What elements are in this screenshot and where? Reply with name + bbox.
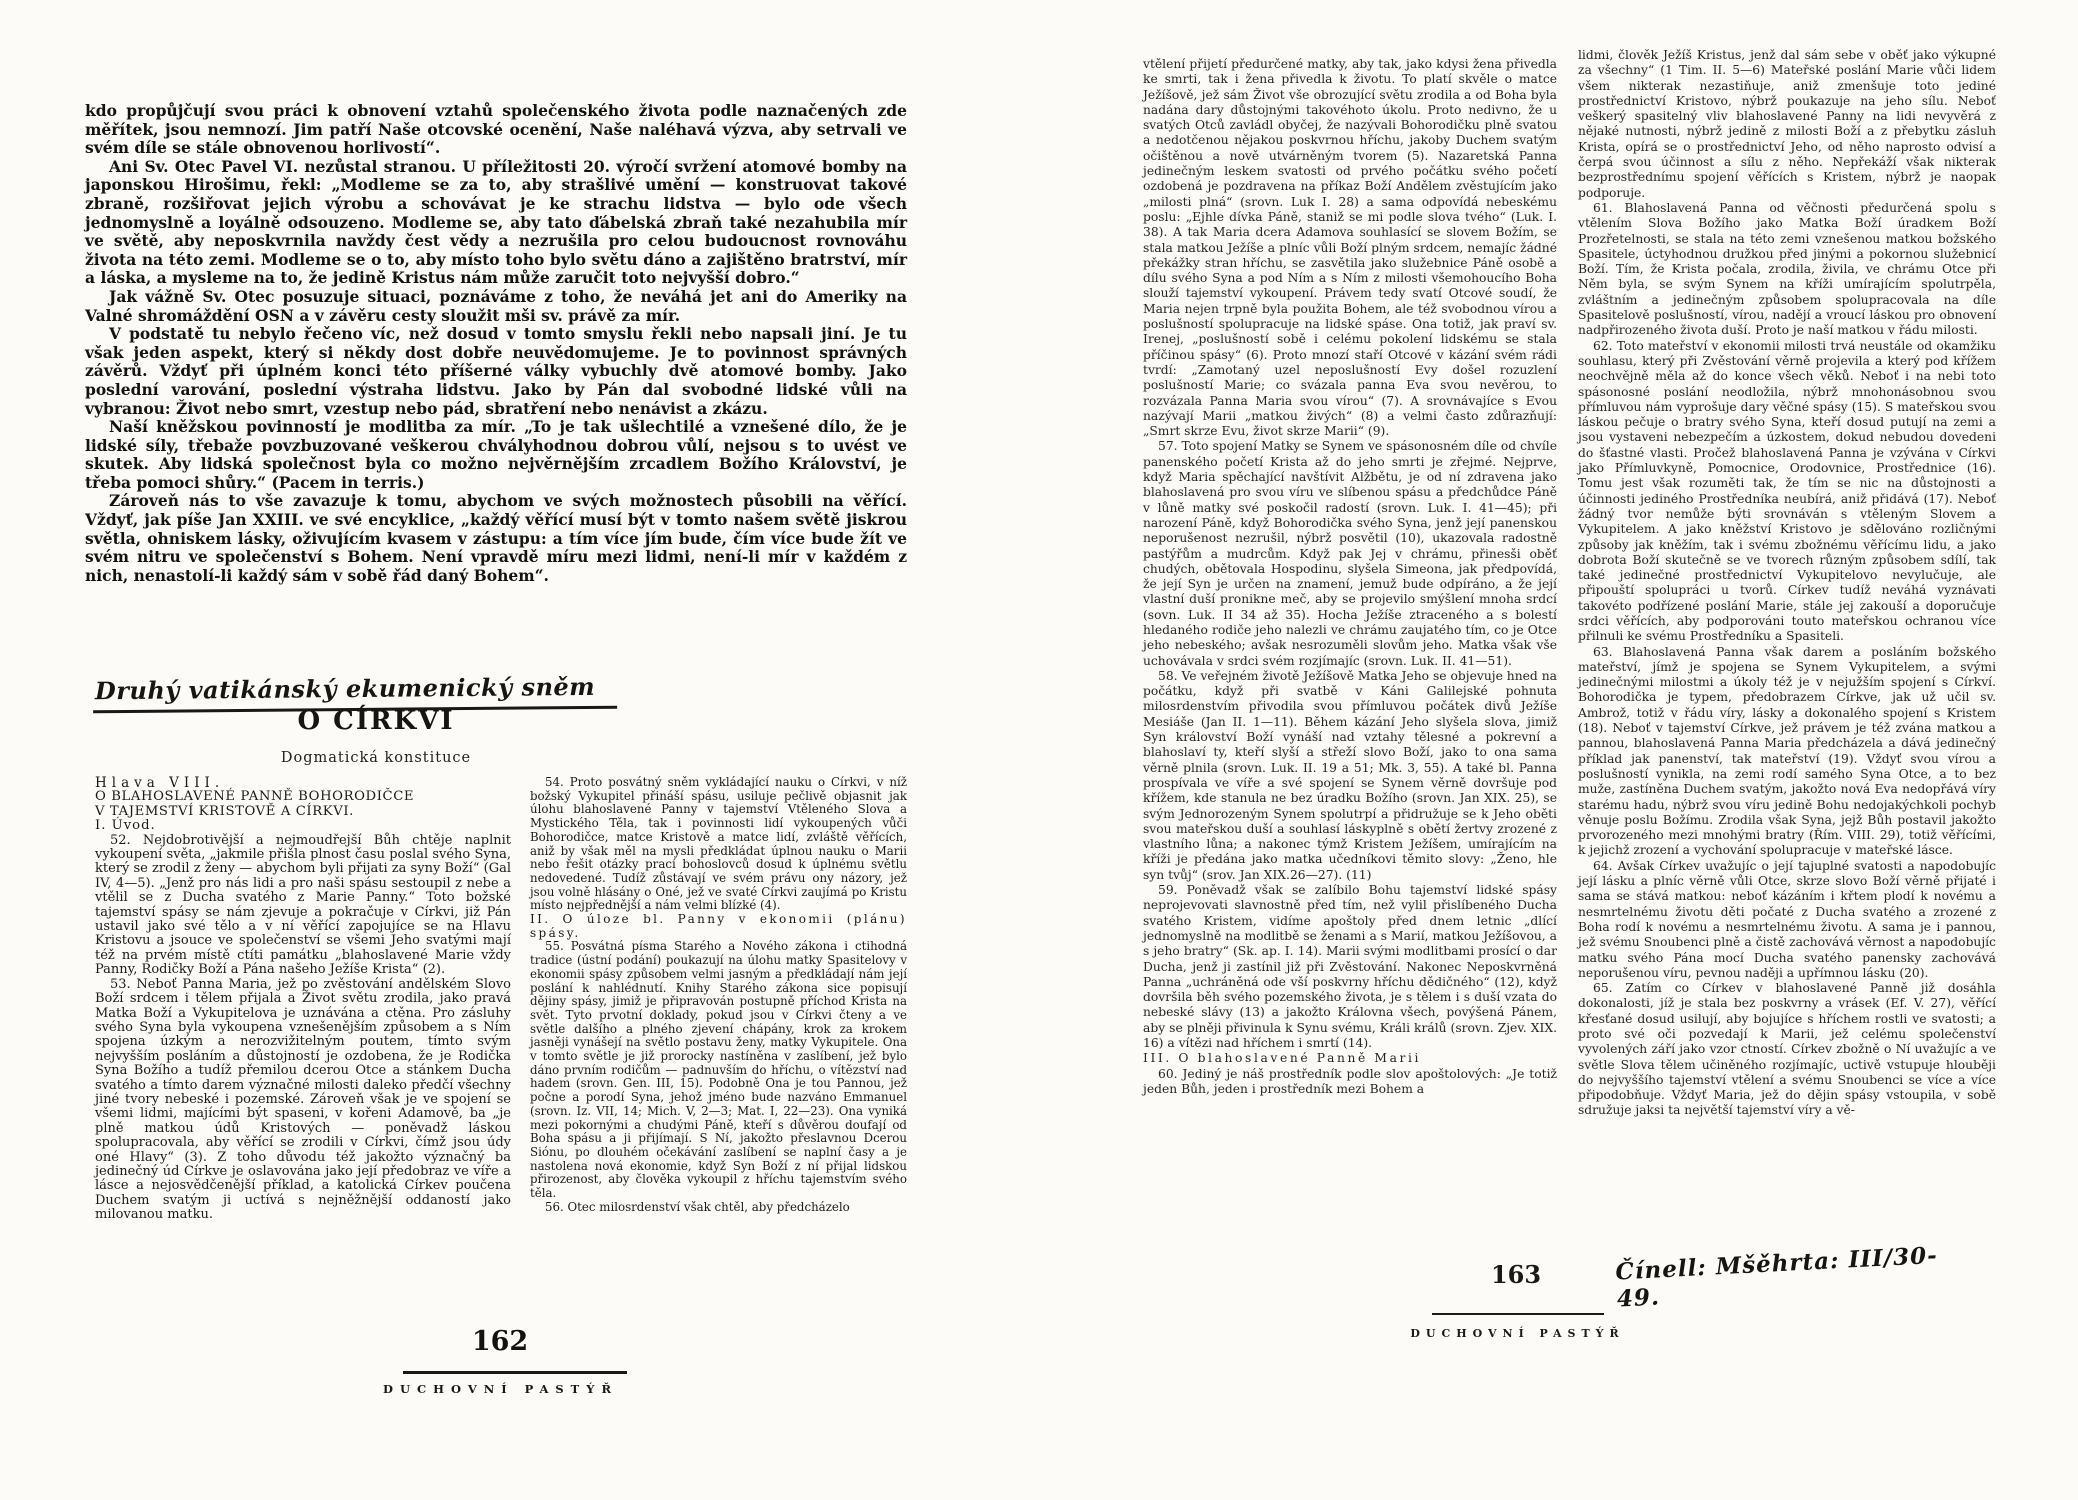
chapter-title-line2: V TAJEMSTVÍ KRISTOVĚ A CÍRKVI. [95,803,354,819]
paragraph-56-continued: vtělení přijetí předurčené matky, aby tak, jako kdysi žena přivedla ke smrti, tak i žena přivedla k životu. To platí skvěle o matce Ježíšově, jež sám Život vše obrozující světu zrodila a od Boha byla nadána dary důstojnými takovéhoto úkolu. Proto nedivno, že u svatých Otců zavládl obyčej, že nazývali Bohorodičku plně svatou a nedotčenou nějakou poskvrnou hříchu, jakoby Duchem svatým očištěnou a nově utvárněným tvorem (5). Nazaretská Panna jedinečným leskem svatosti od prvého počátku svého početí ozdobená je pozdravena na příkaz Boží Andělem zvěstujícím jako „milosti plná“ (srovn. Luk I. 28) a sama odpovídá nebeskému poslu: „Ejhle dívka Páně, staniž se mi podle slova tvého“ (Luk. I. 38). A tak Maria dcera Adamova souhlasící se slovem Božím, se stala matkou Ježíše a plníc vůli Boží plným srdcem, nemajíc žádné překážky stran hříchu, se zasvětila jako služebnice Páně osobě a dílu svého Syna a pod Ním a s Ním z milosti všemohoucího Boha slouží tajemství vykoupení. Právem tedy svatí Otcové soudí, že Maria nejen trpně byla použita Bohem, ale též svobodnou vírou a poslušností spolupracuje na lidské spáse. Ona totiž, jak praví sv. Irenej, „poslušností sobě i celému pokolení lidskému se stala příčinou spásy“ (6). Proto mnozí staří Otcové v kázání svém rádi tvrdí: „Zamotaný uzel neposlušností Evy došel rozuzlení poslušností Marie; co svázala panna Eva svou nevěrou, to rozvázala Panna Maria svou vírou“ (7). A srovnávajíce s Evou nazývají Marii „matkou živých“ (8) a velmi často zdůrazňují: „Smrt skrze Evu, život skrze Marii“ (9). [1143,57,1557,439]
paragraph-64: 64. Avšak Církev uvažujíc o její tajuplné svatosti a napodobujíc její lásku a plníc věrně vůli Otce, skrze slovo Boží věrně přijaté i sama se stává matkou: neboť kázáním i křtem plodí k novému a nesmrtelnému životu děti počaté z Ducha svatého a zrozené z Boha rodí k novému a nesmrtelnému životu. A sama je i pannou, jež svému Snoubenci plně a čistě zachovává věrnost a napodobujíc matku svého Pána mocí Ducha svatého panensky zachovává neporušenou víru, pevnou naději a upřímnou lásku (20). [1578,858,1996,980]
page-number-162: 162 [471,1326,529,1357]
paragraph-57: 57. Toto spojení Matky se Synem ve spásonosném díle od chvíle panenského početí Krista až do jeho smrti je zřejmé. Nejprve, když Maria spěchající navštívit Alžbětu, je od ní zdravena jako blahoslavená pro svou víru ve slíbenou spásu a předchůdce Páně v lůně matky své poskočil radostí (srovn. Luk. I. 41—45); při narození Páně, když Bohorodička svého Syna, jenž její panenskou neporušenost nezrušil, nýbrž posvětil (10), ukazovala radostně pastýřům a mudrcům. Když pak Jej v chrámu, přinesši oběť chudých, obětovala Hospodinu, slyšela Simeona, jak předpovídá, že její Syn je určen na znamení, jemuž bude odpíráno, a že její vlastní duší pronikne meč, aby se projevilo smýšlení mnoha srdcí (sovn. Luk. II 34 až 35). Hocha Ježíše ztraceného a s bolestí hledaného rodiče jeho nalezli ve chrámu zaujatého tím, co je Otce jeho nebeského; avšak nesrozuměli slovům jeho. Matka však vše uchovávala v srdci svém rozjímajíc (srovn. Luk. II. 41—51). [1143,439,1557,668]
document-title: O CÍRKVI [297,706,455,736]
right-page-column1 [1143,57,1557,1097]
intro-paragraph: Jak vážně Sv. Otec posuzuje situaci, poznáváme z toho, že neváhá jet ani do Ameriky na Valné shromáždění OSN a v závěru cesty sloužit mši sv. právě za mír. [85,286,907,325]
journal-footer-left: DUCHOVNÍ PASTÝŘ [382,1382,618,1396]
footer-rule-left [403,1371,627,1374]
intro-paragraph: Zároveň nás to vše zavazuje k tomu, abychom ve svých možnostech působili na věřící. Vždyť, jak píše Jan XXIII. ve své encyklice, „každý věřící musí být v tomto našem světě jiskrou světla, ohniskem lásky, oživujícím kvasem v zástupu: a tím více jím bude, čím více bude žít ve svém nitru ve společenství s Bohem. Není vpravdě míru mezi lidmi, není-li mír v každém z nich, nenastolí-li každý sám v sobě řád daný Bohem“. [85,491,907,585]
intro-block [85,102,907,585]
intro-paragraph: Ani Sv. Otec Pavel VI. nezůstal stranou. U příležitosti 20. výročí svržení atomové bomby na japonskou Hirošimu, řekl: „Modleme se za to, aby strašlivé umění — konstruovat takové zbraně, rozšiřovat jejich výrobu a schovávat je ke strachu lidstva — bylo ode všech jednomyslně a loyálně odsouzeno. Modleme se, aby tato ďábelská zbraň také nezahubila mír ve světě, aby neposkvrnila navždy čest vědy a nezrušila pro celou budoucnost rovnováhu života na této zemi. Modleme se o to, aby místo toho bylo světu dáno a zajištěno bratrství, mír a láska, a mysleme na to, že jedině Kristus nám může zaručit toto nejvyšší dobro.“ [85,156,907,288]
right-page-column2 [1578,48,1996,1119]
section-heading-iii: III. O blahoslavené Panně Marii [1143,1051,1422,1066]
intro-paragraph: kdo propůjčují svou práci k obnovení vztahů společenského života podle naznačených zde měřítek, jsou nemnozí. Jim patří Naše otcovské ocenění, Naše naléhavá výzva, aby setrvali ve svém díle se stále obnovenou horlivostí“. [85,101,907,158]
paragraph-56-start: 56. Otec milosrdenství však chtěl, aby předcházelo [545,1199,850,1214]
intro-paragraph: Naší kněžskou povinností je modlitba za mír. „To je tak ušlechtilé a vznešené dílo, že je lidské síly, třebaže povzbuzované veškerou chvályhodnou dobrou vůlí, nejsou s to uvést ve skutek. Aby lidská společnost byla co možno nejvěrnějším zrcadlem Božího Království, je třeba pomoci shůry.“ (Pacem in terris.) [85,417,907,492]
chapter-label: Hlava VIII. [95,775,225,791]
paragraph-60-start: 60. Jediný je náš prostředník podle slov apoštolových: „Je totiž jeden Bůh, jeden i prostředník mezi Bohem a [1143,1066,1557,1096]
paragraph-55: 55. Posvátná písma Starého a Nového zákona i ctihodná tradice (ústní podání) poukazují na úlohu matky Spasitelovy v ekonomii spásy způsobem velmi jasným a předkládají nám její poslání k nahlédnutí. Knihy Starého zákona sice popisují dějiny spásy, jimiž je připravován postupně příchod Krista na svět. Tyto prvotní doklady, pokud jsou v Církvi čteny a ve světle dalšího a plného zjevení chápány, krok za krokem jasněji vynášejí na světlo postavu ženy, matky Vykupitele. Ona v tomto světle je již prorocky nastíněna v zaslíbení, jež bylo dáno prvním rodičům — padnuvším do hříchu, o vítězství nad hadem (srovn. Gen. III, 15). Podobně Ona je tou Pannou, jež počne a porodí Syna, jehož jméno bude nazváno Emmanuel (srovn. Iz. VII, 14; Mich. V, 2—3; Mat. I, 22—23). Ona vyniká mezi pokornými a chudými Páně, kteří s důvěrou doufají od Boha spásu a ji přijímají. S Ní, jakožto přeslavnou Dcerou Siónu, po dlouhém očekávání zaslíbení se naplní časy a je nastolena nová ekonomie, když Syn Boží z ní přijal lidskou přirozenost, aby člověka vykoupil z hříchu tajemstvím svého těla. [530,939,907,1201]
paragraph-52: 52. Nejdobrotivější a nejmoudřejší Bůh chtěje naplnit vykoupení světa, „jakmile přišla plnost času poslal svého Syna, který se zrodil z ženy — abychom byli přijati za syny Boží“ (Gal IV, 4—5). „Jenž pro nás lidi a pro naši spásu sestoupil z nebe a vtělil se z Ducha svatého z Marie Panny.“ Toto božské tajemství spásy se nám zjevuje a pokračuje v Církvi, již Pán ustavil jako své tělo a v ní věřící zapojujíce se na Hlavu Kristovu a jsouce ve společenství se všemi Jeho svatými mají též na prvém místě ctíti památku „blahoslavené Marie vždy Panny, Rodičky Boží a Pána našeho Ježíše Krista“ (2). [95,832,511,978]
handwritten-note: Čínell: Mšěhrta: III/30-49. [1614,1241,1939,1313]
paragraph-62: 62. Toto mateřství v ekonomii milosti trvá neustále od okamžiku souhlasu, který při Zvěstování věrně projevila a který pod křížem neochvějně měla až do konce všech věků. Neboť i na nebi toto spásonosné poslání neodložila, nýbrž mnohonásobnou svou přímluvou nám vyprošuje dary věčné spásy (15). S mateřskou svou láskou pečuje o bratry svého Syna, kteří dosud putují na zemi a jsou vystaveni nebezpečím a úzkostem, dokud nebudou dovedeni do šťastné vlasti. Pročež blahoslavená Panna je vzývána v Církvi jako Přímluvkyně, Pomocnice, Orodovnice, Prostřednice (16). Tomu jest však rozuměti tak, že tím se nic na důstojnosti a účinnosti jediného Prostředníka neubírá, aniž přidává (17). Neboť žádný tvor nemůže býti srovnáván s vtěleným Slovem a Vykupitelem. A jako kněžství Kristovo je sdělováno rozličnými způsoby jak kněžím, tak i svému zbožnému věřícímu lidu, a jako dobrota Boží skutečně se ve tvorech různým způsobem sdílí, tak také jedinečné prostřednictví Vykupitelovo nevylučuje, ale připouští spolupráci u tvorů. Církev tudíž neváhá vyznávati takovéto podřízené poslání Marie, stále jej zakouší a doporučuje srdci věřících, aby podporováni touto mateřskou ochranou více přilnuli ke svému Prostředníku a Spasiteli. [1578,338,1996,644]
paragraph-63: 63. Blahoslavená Panna však darem a posláním božského mateřství, jímž je spojena se Synem Vykupitelem, a svými jedinečnými milostmi a úkoly též je v nejužším spojení s Církví. Bohorodička je typem, předobrazem Církve, jak už učil sv. Ambrož, totiž v řádu víry, lásky a dokonalého spojení s Kristem (18). Neboť v tajemství Církve, jež právem je též zvána matkou a pannou, blahoslavená Panna Maria předcházela a dává jedinečný příklad jak panenství, tak mateřství (19). Vždyť svou vírou a poslušností vynikla, na zemi rodí samého Syna Otce, a to bez muže, zastíněna Duchem svatým, jakožto nová Eva nedopřává víry starému hadu, nýbrž svou víru jedině Bohu nedojakýchkoli pochyb věnuje poslu Božímu. Zrodila však Syna, jejž Bůh postavil jakožto prvorozeného mezi mnohými bratry (Řím. VIII. 29), totiž věřícími, k jejichž zrození a vychování spolupracuje v mateřské lásce. [1578,644,1996,858]
paragraph-65-start: 65. Zatím co Církev v blahoslavené Panně již dosáhla dokonalosti, jíž je stala bez poskvrny a vrásek (Ef. V. 27), věřící křesťané dosud usilují, aby bojujíce s hříchem rostli ve svatosti; a proto své oči pozvedají k Marii, jež celému společenství vyvolených září jako vzor ctností. Církev zbožně o Ní uvažujíc a ve světle Slova tělem učiněného rozjímajíc, uctivě vstupuje hlouběji do nejvyššího tajemství vtělení a svému Snoubenci se více a více připodobňuje. Vždyť Maria, jež do dějin spásy vstoupila, v sobě sdružuje jaksi ta největší tajemství víry a vě- [1578,981,1996,1118]
section-heading-ii: II. O úloze bl. Panny v ekonomii (plánu) spásy. [530,912,907,940]
paragraph-54: 54. Proto posvátný sněm vykládající nauku o Církvi, v níž božský Vykupitel přináší spásu, usiluje pečlivě objasnit jak úlohu blahoslavené Panny v tajemství Vtěleného Slova a Mystického Těla, tak i povinnosti lidí vykoupených vůči Bohorodičce, matce Kristově a matce lidí, zvláště věřících, aniž by však měl na mysli předkládat úplnou nauku o Marii nebo řešit otázky prací bohoslovců dosud k úplnému světlu nedovedené. Tudíž zůstávají ve svém právu ony názory, jež jsou volně hlásány o Oné, jež ve svaté Církvi zaujímá po Kristu místo nejpřednější a nám velmi blízké (4). [530,775,907,913]
footer-rule-right [1432,1313,1604,1315]
intro-paragraph: V podstatě tu nebylo řečeno víc, než dosud v tomto smyslu řekli nebo napsali jiní. Je tu však jeden aspekt, který si někdy dost dobře neuvědomujeme. Je to povinnost správných závěrů. Vždyť při úplném konci této příšerné války vybuchly dvě atomové bomby. Jako poslední varování, poslední výstraha lidstvu. Jako by Pán dal svobodné lidské vůli na vybranou: Život nebo smrt, vzestup nebo pád, sbratření nebo nenávist a zkázu. [85,324,907,418]
section-heading-uvod: I. Úvod. [95,818,156,834]
paragraph-59: 59. Poněvadž však se zalíbilo Bohu tajemství lidské spásy neprojevovati slavnostně před tím, než vylil přislíbeného Ducha svatého Kristem, vidíme apoštoly před dnem letnic „dlící jednomyslně na modlitbě se ženami a s Marií, matkou Ježíšovou, a s jeho bratry“ (Sk. ap. I. 14). Marii svými modlitbami prosící o dar Ducha, jenž ji zastínil již při Zvěstování. Nakonec Neposkvrněná Panna „uchráněná ode vší poskvrny hříchu dědičného“ (12), když dovršila běh svého pozemského života, je s tělem i s duší vzata do nebeské slávy (13) a jakožto Královna všech, povýšená Pánem, aby se plněji přivinula k Synu svému, Králi králů (srovn. Zjev. XIX. 16) a vítězi nad hříchem i smrtí (14). [1143,883,1557,1050]
page-number-163: 163 [1490,1260,1542,1289]
council-heading: Druhý vatikánský ekumenický sněm [93,672,617,714]
left-page-left-column [95,776,511,1223]
left-page-right-column [530,776,907,1215]
paragraph-58: 58. Ve veřejném životě Ježíšově Matka Jeho se objevuje hned na počátku, když při svatbě v Káni Galilejské pohnuta milosrdenstvím přivodila svou přímluvou počátek divů Ježíše Mesiáše (Jan II. 1—11). Během kázání Jeho slyšela slova, jimiž Syn království Boží vynáší nad vztahy tělesné a pokrevní a blahoslaví ty, kteří slyší a střeží slovo Boží, jako to ona sama věrně plnila (srovn. Luk. II. 19 a 51; Mk. 3, 55). A také bl. Panna prospívala ve víře a své spojení se Synem věrně dovršuje pod křížem, kde stanula ne bez úradku Božího (srovn. Jan XIX. 25), se svým Jednorozeným Synem spolutrpí a přidružuje se k Jeho oběti svou mateřskou duší a souhlasí láskyplně s obětí žertvy zrozené z vlastního lůna; a nakonec týmž Kristem Ježíšem, umírajícím na kříži je předána jako matka učedníkovi těmito slovy: „Ženo, hle syn tvůj“ (srov. Jan XIX.26—27). (11) [1143,668,1557,882]
journal-footer-right: DUCHOVNÍ PASTÝŘ [1410,1327,1625,1340]
document-subtitle: Dogmatická konstituce [280,750,472,766]
paragraph-53: 53. Neboť Panna Maria, jež po zvěstování andělském Slovo Boží srdcem i tělem přijala a Život světu zrodila, jako pravá Matka Boží a Vykupitelova je uznávána a ctěna. Pro zásluhy svého Syna byla vykoupena vznešenějším způsobem a s Ním spojena úzkým a nerozvižitelným poutem, tímto svým nejvyšším posláním a důstojností je ozdobena, že je Rodička Syna Božího a tudíž přemilou dcerou Otce a stánkem Ducha svatého a tímto darem význačné milosti daleko předčí všechny jiné tvory nebeské i pozemské. Zároveň však je ve spojení se všemi lidmi, majícími být spaseni, v kořeni Adamově, ba „je plně matkou údů Kristových — poněvadž láskou spolupracovala, aby věřící se zrodili v Církvi, čímž jsou údy oné Hlavy“ (3). Z toho důvodu též jakožto význačný ba jedinečný úd Církve je oslavována jako její předobraz ve víře a lásce a nejosvědčenější příklad, a katolická Církev poučena Duchem svatým ji uctívá s nejněžnější oddaností jako milovanou matku. [95,976,511,1223]
paragraph-60-continued: lidmi, člověk Ježíš Kristus, jenž dal sám sebe v oběť jako výkupné za všechny“ (1 Tim. II. 5—6) Mateřské poslání Marie vůči lidem všem nikterak nezastiňuje, aniž zmenšuje toto jediné prostřednictví Kristovo, nýbrž poukazuje na jeho sílu. Neboť veškerý spasitelný vliv blahoslavené Panny na lidi nevyvěrá z nějaké nutnosti, nýbrž jedině z milosti Boží a z přebytku zásluh Krista, opírá se o prostřednictví Jeho, od něho naprosto odvisí a čerpá svou účinnost a sílu z něho. Nepřekáží však nikterak bezprostřednímu spojení věřících s Kristem, nýbrž je naopak podporuje. [1578,48,1996,200]
paragraph-61: 61. Blahoslavená Panna od věčnosti předurčená spolu s vtělením Slova Božího jako Matka Boží úradkem Boží Prozřetelnosti, se stala na této zemi vznešenou matkou božského Spasitele, úctyhodnou družkou před jinými a pokornou služebnicí Boží. Tím, že Krista počala, zrodila, živila, ve chrámu Otce při Něm byla, se svým Synem na kříži umírajícím spolutrpěla, zvláštním a jedinečným způsobem spolupracovala na díle Spasitelově poslušností, vírou, nadějí a vroucí láskou pro obnovení nadpřirozeného života duší. Proto je naší matkou v řádu milosti. [1578,200,1996,338]
chapter-title-line1: O BLAHOSLAVENÉ PANNĚ BOHORODIČCE [95,789,415,805]
